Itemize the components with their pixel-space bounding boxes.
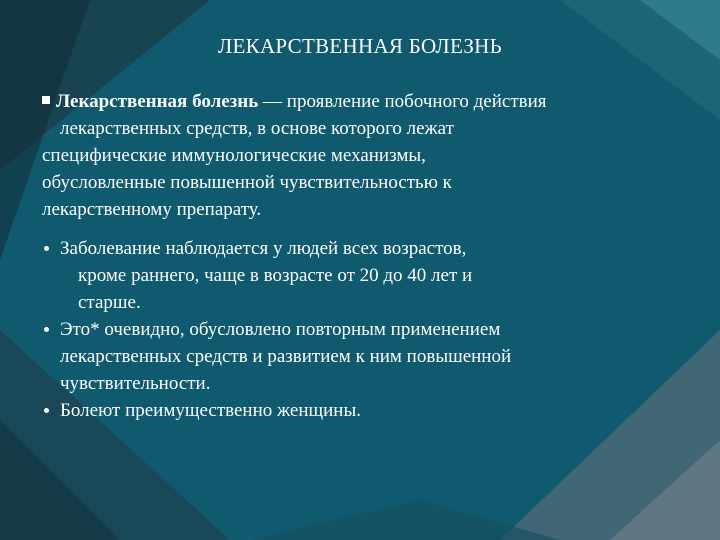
- definition-line-1: [42, 88, 692, 115]
- definition-paragraph: [42, 88, 692, 223]
- bullet-line: лекарственных средств и развитием к ним повышенной: [60, 346, 512, 367]
- bullet-line: старше.: [78, 292, 141, 313]
- bullet-list: [42, 235, 692, 424]
- definition-text: — проявление побочного действия: [258, 91, 547, 112]
- bullet-item: [42, 235, 692, 316]
- definition-line-5: лекарственному препарату.: [42, 199, 262, 220]
- bullet-line: Болеют преимущественно женщины.: [60, 400, 361, 421]
- bullet-item: [42, 397, 692, 424]
- definition-line-2: лекарственных средств, в основе которого лежат: [60, 118, 454, 139]
- bullet-line: чувствительности.: [60, 373, 211, 394]
- slide-body: [42, 88, 692, 424]
- definition-line-4: обусловленные повышенной чувствительностью к: [42, 172, 452, 193]
- round-bullet-icon: [44, 408, 49, 413]
- bullet-line: Это* очевидно, обусловлено повторным применением: [60, 319, 501, 340]
- bullet-line: Заболевание наблюдается у людей всех возрастов,: [60, 238, 467, 259]
- square-bullet-icon: [42, 96, 50, 104]
- bullet-item: [42, 316, 692, 397]
- round-bullet-icon: [44, 327, 49, 332]
- bullet-line: кроме раннего, чаще в возрасте от 20 до 40 лет и: [78, 265, 473, 286]
- round-bullet-icon: [44, 246, 49, 251]
- definition-term: Лекарственная болезнь: [56, 91, 259, 112]
- definition-line-3: специфические иммунологические механизмы,: [42, 145, 426, 166]
- slide-title: ЛЕКАРСТВЕННАЯ БОЛЕЗНЬ: [217, 34, 502, 58]
